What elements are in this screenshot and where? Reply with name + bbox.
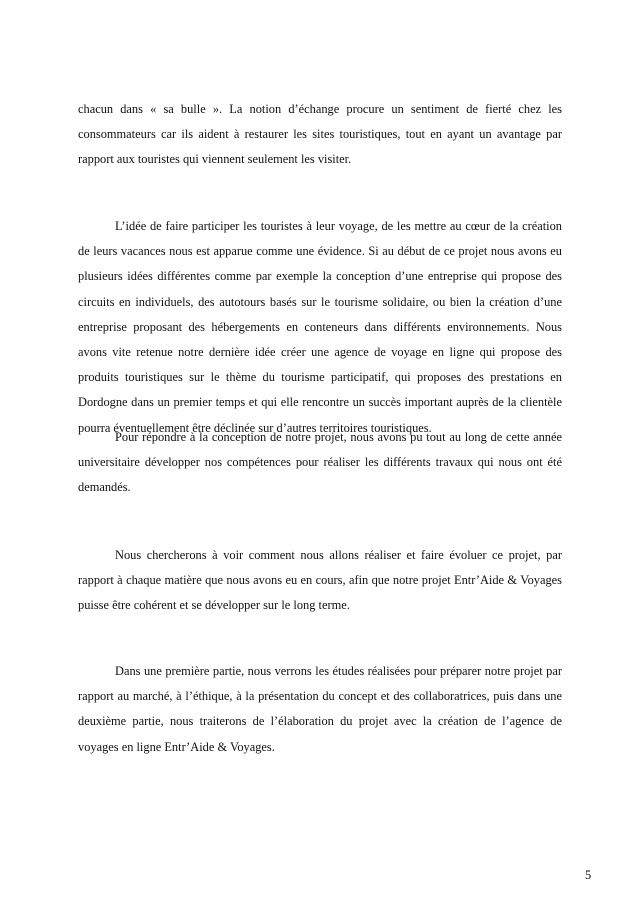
paragraph-problem-statement: Nous chercherons à voir comment nous allons réaliser et faire évoluer ce projet, par rapport à chaque matière que nous avons eu en cours, afin que notre projet Entr’Aide & Voyages puisse être cohérent et se développer sur le long terme.: [78, 548, 562, 613]
paragraph-outline: Dans une première partie, nous verrons les études réalisées pour préparer notre projet par rapport au marché, à l’éthique, à la présentation du concept et des collaboratrices, puis dans une deuxième partie, nous traiterons de l’élaboration du projet avec la création de l’agence de voyages en ligne Entr’Aide & Voyages.: [78, 664, 562, 754]
paragraph-skills: Pour répondre à la conception de notre projet, nous avons pu tout au long de cette année universitaire développer nos compétences pour réaliser les différents travaux qui nous ont été demandés.: [78, 430, 562, 495]
paragraph-project-idea: L’idée de faire participer les touristes à leur voyage, de les mettre au cœur de la création de leurs vacances nous est apparue comme une évidence. Si au début de ce projet nous avons eu plusieurs idées différentes comme par exemple la conception d’une entreprise qui propose des circuits en individuels, des autotours basés sur le tourisme solidaire, ou bien la création d’une entreprise proposant des hébergements en conteneurs dans différents environnements. Nous avons vite retenue notre dernière idée créer une agence de voyage en ligne qui propose des produits touristiques sur le thème du tourisme participatif, qui proposes des prestations en Dordogne dans un premier temps et qui elle rencontre un succès important auprès de la clientèle pourra éventuellement être déclinée sur d’autres territoires touristiques.: [78, 219, 562, 435]
page-number: 5: [585, 868, 592, 882]
paragraph-continuation: chacun dans « sa bulle ». La notion d’échange procure un sentiment de fierté chez les consommateurs car ils aident à restaurer les sites touristiques, tout en ayant un avantage par rapport aux touristes qui viennent seulement les visiter.: [78, 102, 562, 167]
